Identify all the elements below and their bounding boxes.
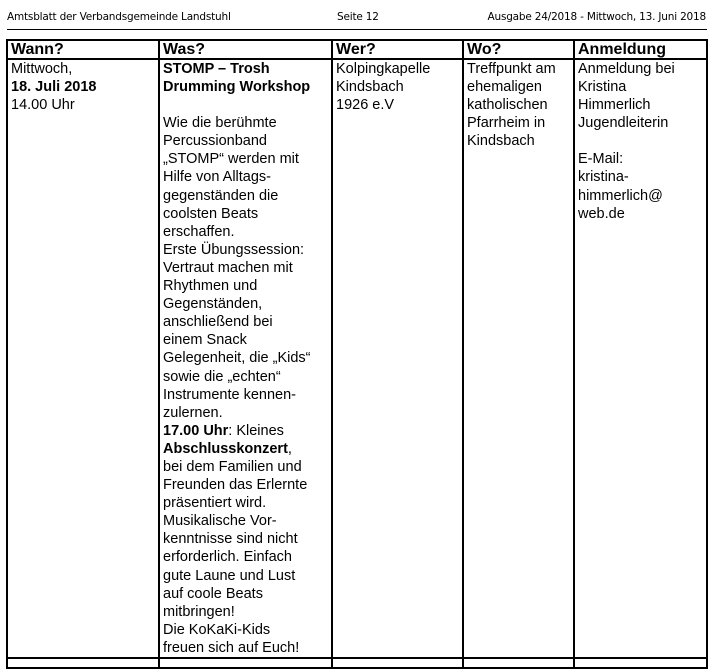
description-line: Hilfe von Alltags- xyxy=(163,169,271,186)
description-line: bei dem Familien und xyxy=(163,458,302,475)
event-title-line: Drumming Workshop xyxy=(163,79,311,96)
cell-anmeldung xyxy=(574,59,707,658)
location-line: Treffpunkt am xyxy=(467,61,556,77)
description-line: Instrumente kennen- xyxy=(163,386,296,403)
column-header-wann: Wann? xyxy=(7,40,159,59)
email-line: web.de xyxy=(578,205,625,222)
event-title-line: STOMP – Trosh xyxy=(163,61,270,77)
description-line: Gegenständen, xyxy=(163,296,263,313)
table-row xyxy=(7,59,707,658)
description-line: erschaffen. xyxy=(163,223,235,240)
spacer xyxy=(578,132,704,150)
registration-line: Anmeldung bei xyxy=(578,61,675,77)
organizer-line: Kolpingkapelle xyxy=(336,61,431,77)
description-line: kenntnisse sind nicht xyxy=(163,531,298,548)
concert-time: 17.00 Uhr xyxy=(163,422,229,439)
registration-line: Himmerlich xyxy=(578,97,651,114)
description-line: Gelegenheit, die „Kids“ xyxy=(163,350,311,367)
description-line: zulernen. xyxy=(163,404,223,421)
description-line: Wie die berühmte xyxy=(163,115,277,132)
email-line: kristina- xyxy=(578,169,629,186)
concert-title: Abschlusskonzert xyxy=(163,440,288,457)
description-line: mitbringen! xyxy=(163,603,235,620)
spacer xyxy=(163,96,329,114)
description-line: freuen sich auf Euch! xyxy=(163,639,300,656)
location-line: katholischen xyxy=(467,97,548,114)
description-line: Die KoKaKi-Kids xyxy=(163,621,271,638)
column-header-wo: Wo? xyxy=(463,40,574,59)
description-line: einem Snack xyxy=(163,332,247,349)
description-line: präsentiert wird. xyxy=(163,495,267,512)
email-label: E-Mail: xyxy=(578,151,624,168)
cell-wo xyxy=(463,59,574,658)
organizer-line: Kindsbach xyxy=(336,79,404,96)
description-line: gute Laune und Lust xyxy=(163,567,296,584)
registration-line: Kristina xyxy=(578,79,627,96)
description-line: Freunden das Erlernte xyxy=(163,477,308,494)
column-header-wer: Wer? xyxy=(332,40,463,59)
registration-line: Jugendleiterin xyxy=(578,115,669,132)
description-line: Erste Übungssession: xyxy=(163,241,305,258)
event-time: 14.00 Uhr xyxy=(11,97,75,114)
column-header-anmeldung: Anmeldung xyxy=(574,40,707,59)
description-line: „STOMP“ werden mit xyxy=(163,151,299,168)
concert-line xyxy=(163,440,329,458)
concert-line xyxy=(163,422,329,440)
location-line: Kindsbach xyxy=(467,133,535,150)
page-header xyxy=(7,11,706,27)
cell-wer xyxy=(332,59,463,658)
location-line: ehemaligen xyxy=(467,79,542,96)
description-line: Rhythmen und xyxy=(163,278,258,295)
page-number: Seite 12 xyxy=(337,11,379,23)
description-line: anschließend bei xyxy=(163,314,273,331)
description-line: Musikalische Vor- xyxy=(163,513,277,530)
description-line: gegenständen die xyxy=(163,187,279,204)
location-line: Pfarrheim in xyxy=(467,115,546,132)
table-header-row xyxy=(7,40,707,59)
header-divider xyxy=(7,29,707,30)
description-line: Percussionband xyxy=(163,133,267,150)
cell-wann xyxy=(7,59,159,658)
description-line: sowie die „echten“ xyxy=(163,368,281,385)
publication-title: Amtsblatt der Verbandsgemeinde Landstuhl xyxy=(7,11,231,23)
issue-date: Ausgabe 24/2018 - Mittwoch, 13. Juni 2018 xyxy=(487,11,706,23)
description-line: Vertraut machen mit xyxy=(163,259,293,276)
column-header-was: Was? xyxy=(159,40,332,59)
description-line: erforderlich. Einfach xyxy=(163,549,292,566)
email-line: himmerlich@ xyxy=(578,187,663,204)
events-table xyxy=(6,39,708,669)
concert-text: : Kleines xyxy=(228,422,284,439)
description-line: coolsten Beats xyxy=(163,205,259,222)
concert-comma: , xyxy=(287,440,292,457)
event-day: Mittwoch, xyxy=(11,61,73,77)
organizer-line: 1926 e.V xyxy=(336,97,395,114)
description-line: auf coole Beats xyxy=(163,585,263,602)
cell-was xyxy=(159,59,332,658)
event-date: 18. Juli 2018 xyxy=(11,79,97,96)
